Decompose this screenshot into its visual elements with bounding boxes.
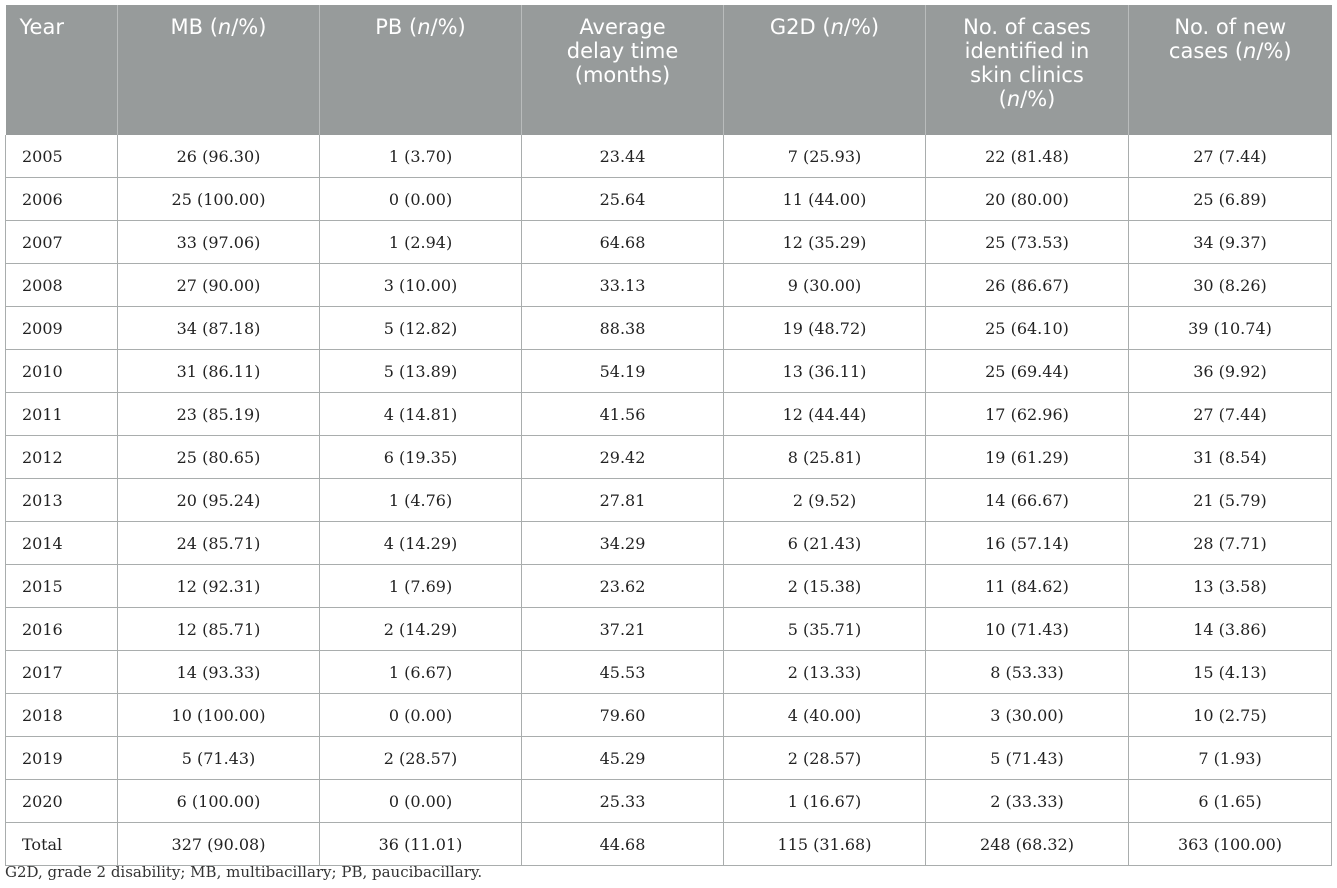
new-cases-cell: 10 (2.75) [1129, 694, 1332, 737]
header-delay: Average delay time (months) [522, 5, 724, 135]
delay-cell: 45.29 [522, 737, 724, 780]
mb-cell: 24 (85.71) [118, 522, 320, 565]
g2d-cell: 8 (25.81) [724, 436, 926, 479]
new-cases-cell: 25 (6.89) [1129, 178, 1332, 221]
g2d-cell: 9 (30.00) [724, 264, 926, 307]
new-cases-cell: 36 (9.92) [1129, 350, 1332, 393]
g2d-cell: 11 (44.00) [724, 178, 926, 221]
g2d-cell: 2 (9.52) [724, 479, 926, 522]
pb-cell: 6 (19.35) [320, 436, 522, 479]
skin-clinic-cell: 16 (57.14) [926, 522, 1129, 565]
g2d-cell: 2 (13.33) [724, 651, 926, 694]
year-cell: 2016 [6, 608, 118, 651]
mb-cell: 5 (71.43) [118, 737, 320, 780]
pb-cell: 3 (10.00) [320, 264, 522, 307]
pb-cell: 2 (14.29) [320, 608, 522, 651]
delay-cell: 23.62 [522, 565, 724, 608]
table-row [6, 307, 1332, 350]
year-cell: 2007 [6, 221, 118, 264]
header-pb: PB (n/%) [320, 5, 522, 135]
year-cell: 2020 [6, 780, 118, 823]
mb-cell: 27 (90.00) [118, 264, 320, 307]
new-cases-cell: 7 (1.93) [1129, 737, 1332, 780]
g2d-cell: 4 (40.00) [724, 694, 926, 737]
mb-cell: 14 (93.33) [118, 651, 320, 694]
delay-cell: 25.64 [522, 178, 724, 221]
delay-cell: 33.13 [522, 264, 724, 307]
mb-cell: 34 (87.18) [118, 307, 320, 350]
mb-cell: 33 (97.06) [118, 221, 320, 264]
delay-cell: 25.33 [522, 780, 724, 823]
g2d-cell: 12 (35.29) [724, 221, 926, 264]
mb-cell: 23 (85.19) [118, 393, 320, 436]
header-new-cases: No. of new cases (n/%) [1129, 5, 1332, 135]
g2d-cell: 6 (21.43) [724, 522, 926, 565]
new-cases-cell: 13 (3.58) [1129, 565, 1332, 608]
skin-clinic-cell: 8 (53.33) [926, 651, 1129, 694]
skin-clinic-cell: 20 (80.00) [926, 178, 1129, 221]
table-row [6, 350, 1332, 393]
skin-clinic-cell: 3 (30.00) [926, 694, 1129, 737]
skin-clinic-cell: 17 (62.96) [926, 393, 1129, 436]
table-body [6, 135, 1332, 866]
table-row [6, 737, 1332, 780]
header-g2d: G2D (n/%) [724, 5, 926, 135]
table-row [6, 694, 1332, 737]
mb-cell: 12 (92.31) [118, 565, 320, 608]
year-cell: 2005 [6, 135, 118, 178]
table-row [6, 780, 1332, 823]
pb-cell: 2 (28.57) [320, 737, 522, 780]
pb-cell: 4 (14.29) [320, 522, 522, 565]
table-row [6, 178, 1332, 221]
pb-cell: 1 (6.67) [320, 651, 522, 694]
delay-cell: 29.42 [522, 436, 724, 479]
pb-cell: 1 (4.76) [320, 479, 522, 522]
skin-clinic-cell: 26 (86.67) [926, 264, 1129, 307]
delay-cell: 79.60 [522, 694, 724, 737]
header-skin-clinics: No. of cases identified in skin clinics (n/%) [926, 5, 1129, 135]
g2d-cell: 12 (44.44) [724, 393, 926, 436]
pb-cell: 1 (7.69) [320, 565, 522, 608]
pb-cell: 1 (2.94) [320, 221, 522, 264]
delay-cell: 27.81 [522, 479, 724, 522]
year-cell: 2008 [6, 264, 118, 307]
pb-cell: 5 (12.82) [320, 307, 522, 350]
table-footnote: G2D, grade 2 disability; MB, multibacillary; PB, paucibacillary. [5, 863, 483, 881]
new-cases-cell: 27 (7.44) [1129, 135, 1332, 178]
pb-cell: 4 (14.81) [320, 393, 522, 436]
skin-clinic-cell: 14 (66.67) [926, 479, 1129, 522]
delay-cell: 88.38 [522, 307, 724, 350]
year-cell: 2006 [6, 178, 118, 221]
new-cases-cell: 6 (1.65) [1129, 780, 1332, 823]
table-row [6, 608, 1332, 651]
delay-cell: 23.44 [522, 135, 724, 178]
delay-cell: 34.29 [522, 522, 724, 565]
table-total-row [6, 823, 1332, 866]
new-cases-cell: 15 (4.13) [1129, 651, 1332, 694]
table-row [6, 651, 1332, 694]
delay-cell: 37.21 [522, 608, 724, 651]
year-cell: 2019 [6, 737, 118, 780]
pb-cell: 36 (11.01) [320, 823, 522, 866]
g2d-cell: 5 (35.71) [724, 608, 926, 651]
year-cell: 2012 [6, 436, 118, 479]
year-cell: 2015 [6, 565, 118, 608]
year-cell: 2013 [6, 479, 118, 522]
new-cases-cell: 31 (8.54) [1129, 436, 1332, 479]
table-header [6, 5, 1332, 135]
year-cell: 2011 [6, 393, 118, 436]
new-cases-cell: 28 (7.71) [1129, 522, 1332, 565]
new-cases-cell: 39 (10.74) [1129, 307, 1332, 350]
table-row [6, 264, 1332, 307]
pb-cell: 0 (0.00) [320, 780, 522, 823]
new-cases-cell: 30 (8.26) [1129, 264, 1332, 307]
pb-cell: 0 (0.00) [320, 694, 522, 737]
skin-clinic-cell: 5 (71.43) [926, 737, 1129, 780]
year-cell: 2009 [6, 307, 118, 350]
year-cell: Total [6, 823, 118, 866]
g2d-cell: 7 (25.93) [724, 135, 926, 178]
pb-cell: 1 (3.70) [320, 135, 522, 178]
table-row [6, 565, 1332, 608]
year-cell: 2018 [6, 694, 118, 737]
table-row [6, 479, 1332, 522]
header-row [6, 5, 1332, 135]
mb-cell: 25 (80.65) [118, 436, 320, 479]
mb-cell: 20 (95.24) [118, 479, 320, 522]
skin-clinic-cell: 25 (69.44) [926, 350, 1129, 393]
header-mb: MB (n/%) [118, 5, 320, 135]
skin-clinic-cell: 22 (81.48) [926, 135, 1129, 178]
table-row [6, 393, 1332, 436]
skin-clinic-cell: 248 (68.32) [926, 823, 1129, 866]
leprosy-cases-table [5, 5, 1332, 866]
year-cell: 2017 [6, 651, 118, 694]
new-cases-cell: 21 (5.79) [1129, 479, 1332, 522]
g2d-cell: 13 (36.11) [724, 350, 926, 393]
table-row [6, 135, 1332, 178]
data-table-container [5, 5, 1331, 866]
skin-clinic-cell: 2 (33.33) [926, 780, 1129, 823]
table-row [6, 436, 1332, 479]
g2d-cell: 2 (28.57) [724, 737, 926, 780]
mb-cell: 12 (85.71) [118, 608, 320, 651]
table-row [6, 221, 1332, 264]
new-cases-cell: 34 (9.37) [1129, 221, 1332, 264]
delay-cell: 54.19 [522, 350, 724, 393]
delay-cell: 41.56 [522, 393, 724, 436]
mb-cell: 10 (100.00) [118, 694, 320, 737]
mb-cell: 6 (100.00) [118, 780, 320, 823]
new-cases-cell: 14 (3.86) [1129, 608, 1332, 651]
mb-cell: 327 (90.08) [118, 823, 320, 866]
new-cases-cell: 27 (7.44) [1129, 393, 1332, 436]
delay-cell: 64.68 [522, 221, 724, 264]
delay-cell: 44.68 [522, 823, 724, 866]
mb-cell: 31 (86.11) [118, 350, 320, 393]
new-cases-cell: 363 (100.00) [1129, 823, 1332, 866]
delay-cell: 45.53 [522, 651, 724, 694]
g2d-cell: 115 (31.68) [724, 823, 926, 866]
header-year: Year [6, 5, 118, 135]
g2d-cell: 2 (15.38) [724, 565, 926, 608]
year-cell: 2014 [6, 522, 118, 565]
pb-cell: 0 (0.00) [320, 178, 522, 221]
mb-cell: 26 (96.30) [118, 135, 320, 178]
table-row [6, 522, 1332, 565]
skin-clinic-cell: 11 (84.62) [926, 565, 1129, 608]
skin-clinic-cell: 19 (61.29) [926, 436, 1129, 479]
skin-clinic-cell: 25 (73.53) [926, 221, 1129, 264]
skin-clinic-cell: 25 (64.10) [926, 307, 1129, 350]
year-cell: 2010 [6, 350, 118, 393]
pb-cell: 5 (13.89) [320, 350, 522, 393]
mb-cell: 25 (100.00) [118, 178, 320, 221]
skin-clinic-cell: 10 (71.43) [926, 608, 1129, 651]
g2d-cell: 19 (48.72) [724, 307, 926, 350]
g2d-cell: 1 (16.67) [724, 780, 926, 823]
